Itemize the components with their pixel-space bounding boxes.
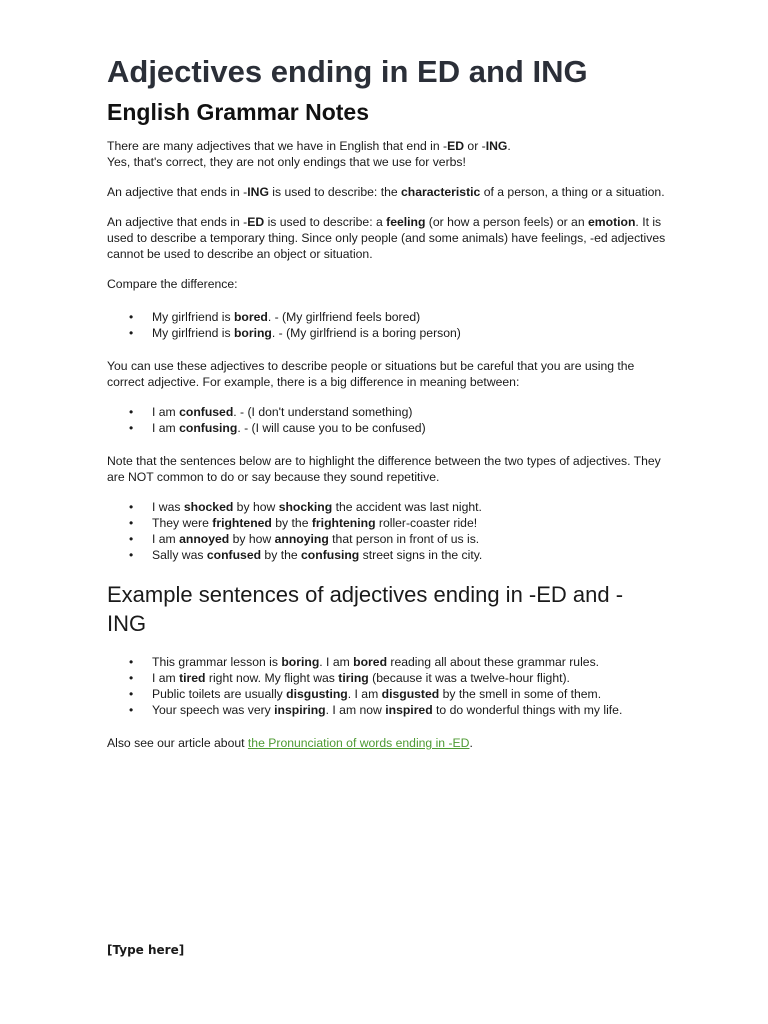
careful-paragraph: You can use these adjectives to describe people or situations but be careful that you are using the correct adjective. For example, there is a big difference in meaning between: <box>107 359 635 389</box>
page-title: Adjectives ending in ED and ING <box>107 54 588 89</box>
list-item: • Your speech was very inspiring. I am now inspired to do wonderful things with my life. <box>129 703 623 717</box>
list-item: • I was shocked by how shocking the accident was last night. <box>129 500 482 514</box>
list-confused-confusing <box>107 404 667 436</box>
list-item: • This grammar lesson is boring. I am bored reading all about these grammar rules. <box>129 655 600 669</box>
ing-definition: An adjective that ends in -ING is used to describe: the characteristic of a person, a thing or a situation. <box>107 185 665 199</box>
footer-placeholder[interactable]: [Type here] <box>107 943 185 957</box>
list-item: • They were frightened by the frightening roller-coaster ride! <box>129 516 478 530</box>
ed-definition: An adjective that ends in -ED is used to describe: a feeling (or how a person feels) or an emotion. It is used to describe a temporary thing. Since only people (and some animals) have feelings, -ed adjectives cannot be used to describe an object or situation. <box>107 215 666 261</box>
list-item: • I am annoyed by how annoying that person in front of us is. <box>129 532 480 546</box>
page-subtitle: English Grammar Notes <box>107 99 370 125</box>
list-item: • I am confusing. - (I will cause you to be confused) <box>129 421 426 435</box>
also-see-paragraph: Also see our article about the Pronunciation of words ending in -ED. <box>107 736 473 750</box>
section-heading: Example sentences of adjectives ending in -ED and - ING <box>107 582 624 636</box>
list-item: • Public toilets are usually disgusting. I am disgusted by the smell in some of them. <box>129 687 602 701</box>
document-page <box>107 52 667 761</box>
intro-paragraph: There are many adjectives that we have in English that end in -ED or -ING. Yes, that's correct, they are not only endings that we use for verbs! <box>107 139 511 169</box>
list-item: • I am tired right now. My flight was tiring (because it was a twelve-hour flight). <box>129 671 570 685</box>
list-examples-pairs <box>107 499 667 563</box>
list-bored-boring <box>107 309 667 341</box>
note-paragraph: Note that the sentences below are to highlight the difference between the two types of adjectives. They are NOT common to do or say because they sound repetitive. <box>107 454 661 484</box>
list-item: • My girlfriend is boring. - (My girlfriend is a boring person) <box>129 326 461 340</box>
list-item: • I am confused. - (I don't understand something) <box>129 405 413 419</box>
pronunciation-link[interactable]: the Pronunciation of words ending in -ED <box>247 736 470 750</box>
list-item: • Sally was confused by the confusing street signs in the city. <box>129 548 483 562</box>
list-example-sentences <box>107 654 667 718</box>
compare-text: Compare the difference: <box>107 277 238 291</box>
list-item: • My girlfriend is bored. - (My girlfriend feels bored) <box>129 310 421 324</box>
